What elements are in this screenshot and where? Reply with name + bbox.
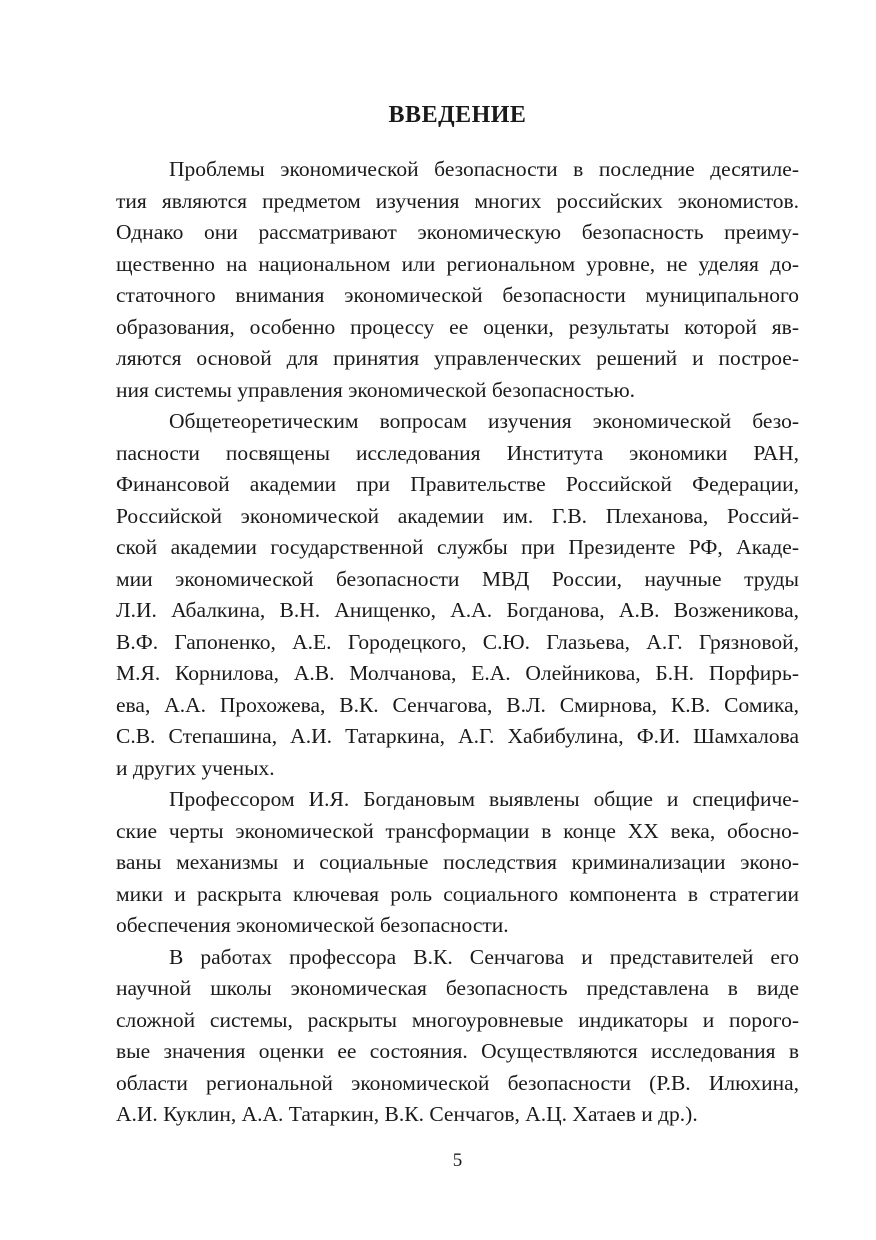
text-line: ские черты экономической трансформации в конце XX века, обосно- xyxy=(116,818,799,843)
text-line: А.И. Куклин, А.А. Татаркин, В.К. Сенчагов, А.Ц. Хатаев и др.). xyxy=(116,1102,698,1126)
text-line: обеспечения экономической безопасности. xyxy=(116,913,509,937)
text-line: мики и раскрыта ключевая роль социального компонента в стратегии xyxy=(116,881,799,906)
text-line: образования, особенно процессу ее оценки, результаты которой яв- xyxy=(116,314,799,339)
text-line: Общетеоретическим вопросам изучения экономической безо- xyxy=(169,409,799,433)
text-line: В работах профессора В.К. Сенчагова и представителей его xyxy=(169,944,799,969)
paragraph-3 xyxy=(116,784,799,942)
text-line: Российской экономической академии им. Г.В. Плеханова, Россий- xyxy=(116,503,799,528)
text-line: ния системы управления экономической безопасностью. xyxy=(116,377,636,402)
text-line: ева, А.А. Прохожева, В.К. Сенчагова, В.Л. Смирнова, К.В. Сомика, xyxy=(116,692,799,717)
document-page xyxy=(116,0,799,1240)
text-line: мии экономической безопасности МВД России, научные труды xyxy=(116,566,799,591)
text-line: пасности посвящены исследования Института экономики РАН, xyxy=(116,440,799,465)
paragraph-2 xyxy=(116,406,799,784)
text-line: ляются основой для принятия управленческих решений и построе- xyxy=(116,346,799,370)
text-line: статочного внимания экономической безопасности муниципального xyxy=(116,283,799,307)
page-number: 5 xyxy=(452,1150,463,1171)
text-line: ской академии государственной службы при Президенте РФ, Акаде- xyxy=(116,535,799,559)
text-line: научной школы экономическая безопасность представлена в виде xyxy=(116,976,799,1000)
section-title: ВВЕДЕНИЕ xyxy=(388,102,527,128)
text-line: Л.И. Абалкина, В.Н. Анищенко, А.А. Богданова, А.В. Возженикова, xyxy=(116,598,799,622)
text-line: сложной системы, раскрыты многоуровневые индикаторы и порого- xyxy=(116,1007,799,1032)
body-text xyxy=(116,154,799,1131)
paragraph-4 xyxy=(116,942,799,1131)
text-line: тия являются предметом изучения многих российских экономистов. xyxy=(116,188,799,213)
text-line: Профессором И.Я. Богдановым выявлены общие и специфиче- xyxy=(169,787,799,811)
text-line: В.Ф. Гапоненко, А.Е. Городецкого, С.Ю. Глазьева, А.Г. Грязновой, xyxy=(116,629,799,654)
text-line: М.Я. Корнилова, А.В. Молчанова, Е.А. Олейникова, Б.Н. Порфирь- xyxy=(116,661,799,685)
text-line: и других ученых. xyxy=(116,755,275,780)
text-line: ваны механизмы и социальные последствия криминализации эконо- xyxy=(116,850,799,874)
text-line: Проблемы экономической безопасности в последние десятиле- xyxy=(169,157,799,181)
text-line: С.В. Степашина, А.И. Татаркина, А.Г. Хабибулина, Ф.И. Шамхалова xyxy=(116,724,799,748)
text-line: щественно на национальном или региональном уровне, не уделяя до- xyxy=(116,251,799,276)
text-line: Финансовой академии при Правительстве Российской Федерации, xyxy=(116,472,799,496)
text-line: вые значения оценки ее состояния. Осуществляются исследования в xyxy=(116,1039,799,1063)
text-line: Однако они рассматривают экономическую безопасность преиму- xyxy=(116,220,799,244)
paragraph-1 xyxy=(116,154,799,406)
text-line: области региональной экономической безопасности (Р.В. Илюхина, xyxy=(116,1070,799,1095)
